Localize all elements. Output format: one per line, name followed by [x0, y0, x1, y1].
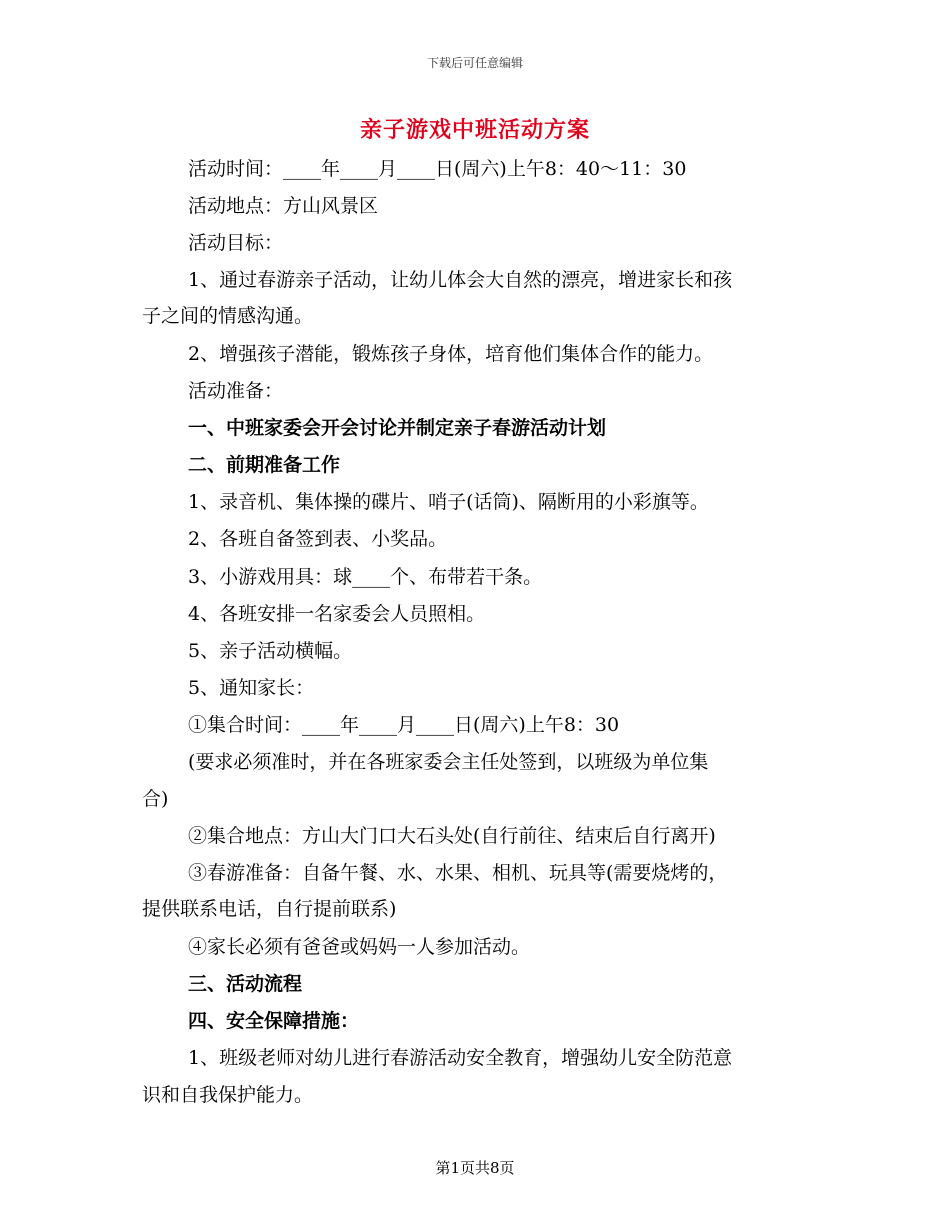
prep-item-4: 4、各班安排一名家委会人员照相。	[188, 603, 486, 625]
safety-item-1-a: 1、班级老师对幼儿进行春游活动安全教育，增强幼儿安全防范意	[188, 1047, 733, 1069]
notify-item-3-a: ③春游准备：自备午餐、水、水果、相机、玩具等(需要烧烤的，	[188, 862, 728, 884]
prep-item-1: 1、录音机、集体操的碟片、哨子(话筒)、隔断用的小彩旗等。	[188, 491, 709, 513]
prep-item-3: 3、小游戏用具：球____个、布带若干条。	[188, 566, 543, 588]
prep-item-5: 5、亲子活动横幅。	[188, 640, 353, 662]
section-2-heading: 二、前期准备工作	[188, 454, 341, 476]
activity-location-line: 活动地点：方山风景区	[188, 195, 379, 217]
page-number: 第1页共8页	[435, 1159, 515, 1177]
section-4-heading: 四、安全保障措施：	[188, 1010, 360, 1032]
goal-1-line-a: 1、通过春游亲子活动，让幼儿体会大自然的漂亮，增进家长和孩	[188, 269, 733, 291]
safety-item-1-b: 识和自我保护能力。	[142, 1084, 314, 1106]
notify-item-3-b: 提供联系电话，自行提前联系)	[142, 898, 397, 920]
section-3-heading: 三、活动流程	[188, 973, 303, 995]
activity-time-line: 活动时间：____年____月____日(周六)上午8：40～11：30	[188, 158, 687, 180]
goal-1-line-b: 子之间的情感沟通。	[142, 305, 314, 327]
header-note: 下载后可任意编辑	[426, 56, 523, 70]
notify-parents-heading: 5、通知家长：	[188, 677, 315, 699]
goal-2-line: 2、增强孩子潜能，锻炼孩子身体，培育他们集体合作的能力。	[188, 343, 714, 365]
notify-item-4: ④家长必须有爸爸或妈妈一人参加活动。	[188, 936, 531, 958]
document-title: 亲子游戏中班活动方案	[359, 117, 590, 143]
prep-item-2: 2、各班自备签到表、小奖品。	[188, 528, 448, 550]
notify-item-1-note-b: 合)	[142, 788, 169, 810]
notify-item-1-note-a: (要求必须准时，并在各班家委会主任处签到，以班级为单位集	[188, 751, 709, 773]
preparation-heading: 活动准备：	[188, 380, 284, 402]
section-1-heading: 一、中班家委会开会讨论并制定亲子春游活动计划	[188, 417, 607, 439]
notify-item-2: ②集合地点：方山大门口大石头处(自行前往、结束后自行离开)	[188, 825, 716, 847]
notify-item-1: ①集合时间：____年____月____日(周六)上午8：30	[188, 714, 620, 736]
activity-goal-heading: 活动目标：	[188, 232, 284, 254]
